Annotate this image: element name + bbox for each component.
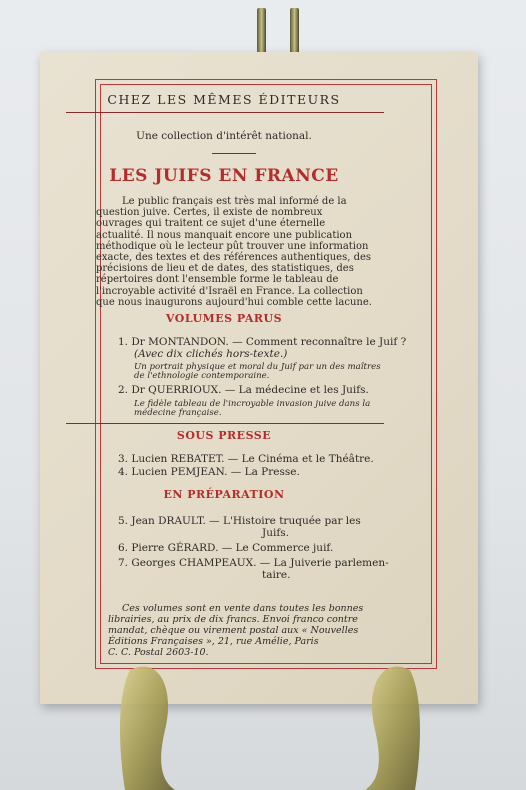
volume-2-desc: médecine française. bbox=[134, 408, 222, 418]
collection-subtitle: Une collection d'intérêt national. bbox=[136, 130, 312, 142]
volume-2-title: 2. Dr QUERRIOUX. — La médecine et les Juifs. bbox=[118, 384, 369, 396]
intro-line: que nous inaugurons aujourd'hui comble cette lacune. bbox=[96, 296, 372, 308]
section-sous-presse: SOUS PRESSE bbox=[176, 429, 272, 442]
intro-line: Le public français est très mal informé de la bbox=[122, 196, 347, 207]
short-rule bbox=[212, 153, 256, 154]
stand-bar-right bbox=[290, 8, 299, 54]
volume-5-cont: Juifs. bbox=[262, 527, 289, 539]
stand-bar-left bbox=[257, 8, 266, 54]
volume-4-title: 4. Lucien PEMJEAN. — La Presse. bbox=[118, 466, 300, 478]
volume-6-title: 6. Pierre GÉRARD. — Le Commerce juif. bbox=[118, 542, 334, 554]
section-volumes-parus: VOLUMES PARUS bbox=[165, 312, 283, 325]
footer-line: C. C. Postal 2603-10. bbox=[108, 647, 209, 658]
volume-7-title: 7. Georges CHAMPEAUX. — La Juiverie parlemen- bbox=[118, 557, 389, 569]
volume-7-cont: taire. bbox=[262, 569, 291, 581]
section-en-preparation: EN PRÉPARATION bbox=[163, 488, 285, 501]
publisher-header: CHEZ LES MÊMES ÉDITEURS bbox=[107, 92, 341, 107]
brass-book-stand bbox=[120, 660, 420, 790]
intro-line: exacte, des textes et des références authentiques, des bbox=[96, 252, 372, 264]
intro-line: ouvrages qui traitent ce sujet d'une éternelle bbox=[96, 218, 326, 230]
intro-line: actualité. Il nous manquait encore une publication bbox=[96, 229, 353, 241]
intro-paragraph bbox=[96, 196, 400, 308]
footer-line: Ces volumes sont en vente dans toutes les bonnes bbox=[122, 603, 364, 614]
intro-line: précisions de lieu et de dates, des statistiques, des bbox=[96, 263, 354, 275]
footer-line: librairies, au prix de dix francs. Envoi franco contre bbox=[108, 614, 358, 625]
header-rule bbox=[66, 112, 384, 113]
intro-line: répertoires dont l'ensemble forme le tableau de bbox=[96, 274, 339, 286]
intro-line: question juive. Certes, il existe de nombreux bbox=[96, 207, 323, 219]
volume-2-desc: Le fidèle tableau de l'incroyable invasion juive dans la bbox=[134, 399, 371, 409]
intro-line: méthodique où le lecteur pût trouver une information bbox=[96, 240, 369, 252]
volume-1-note: (Avec dix clichés hors-texte.) bbox=[134, 348, 288, 360]
footer-line: mandat, chèque ou virement postal aux « Nouvelles bbox=[108, 625, 359, 636]
collection-title: LES JUIFS EN FRANCE bbox=[109, 166, 339, 186]
intro-line: l'incroyable activité d'Israël en France. La collection bbox=[96, 285, 363, 297]
footer-line: Éditions Françaises », 21, rue Amélie, Paris bbox=[108, 636, 319, 647]
volume-1-title: 1. Dr MONTANDON. — Comment reconnaître le Juif ? bbox=[118, 336, 407, 348]
volume-5-title: 5. Jean DRAULT. — L'Histoire truquée par les bbox=[118, 515, 361, 527]
section-rule bbox=[66, 423, 384, 424]
volume-3-title: 3. Lucien REBATET. — Le Cinéma et le Théâtre. bbox=[118, 453, 374, 465]
volume-1-desc: Un portrait physique et moral du Juif par un des maîtres bbox=[134, 362, 381, 372]
volume-1-desc: de l'ethnologie contemporaine. bbox=[134, 371, 270, 381]
